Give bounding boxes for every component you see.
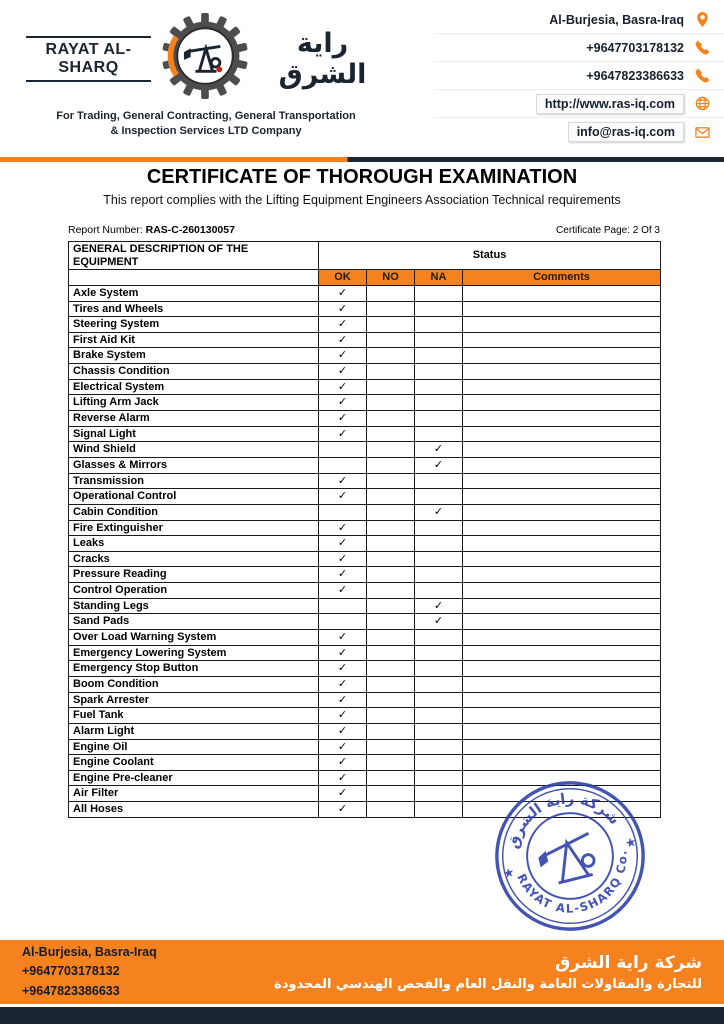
check-cell-na bbox=[415, 692, 463, 708]
equipment-row bbox=[69, 411, 661, 427]
check-cell-no bbox=[367, 755, 415, 771]
check-cell-na bbox=[415, 536, 463, 552]
comment-cell bbox=[463, 395, 661, 411]
comment-cell bbox=[463, 364, 661, 380]
check-cell-no bbox=[367, 802, 415, 818]
comment-cell bbox=[463, 285, 661, 301]
check-cell-na bbox=[415, 567, 463, 583]
equipment-row bbox=[69, 379, 661, 395]
equipment-row bbox=[69, 567, 661, 583]
check-cell-ok: ✓ bbox=[319, 567, 367, 583]
equipment-row bbox=[69, 551, 661, 567]
equipment-row bbox=[69, 395, 661, 411]
check-cell-no bbox=[367, 583, 415, 599]
contact-item bbox=[434, 62, 724, 90]
equipment-row bbox=[69, 739, 661, 755]
equipment-row bbox=[69, 755, 661, 771]
check-cell-na bbox=[415, 755, 463, 771]
equipment-row bbox=[69, 661, 661, 677]
equipment-label: Standing Legs bbox=[69, 598, 319, 614]
check-cell-no bbox=[367, 676, 415, 692]
check-cell-na bbox=[415, 285, 463, 301]
footer-orange-band bbox=[0, 940, 724, 1004]
check-cell-na bbox=[415, 489, 463, 505]
check-cell-ok: ✓ bbox=[319, 786, 367, 802]
comment-cell bbox=[463, 614, 661, 630]
check-cell-na bbox=[415, 364, 463, 380]
report-number-label: Report Number: bbox=[68, 224, 143, 236]
equipment-row bbox=[69, 583, 661, 599]
check-cell-ok bbox=[319, 457, 367, 473]
comment-cell bbox=[463, 708, 661, 724]
status-columns-row bbox=[69, 270, 661, 286]
contact-item[interactable] bbox=[434, 118, 724, 146]
email-icon bbox=[694, 124, 710, 140]
equipment-label: Cabin Condition bbox=[69, 504, 319, 520]
column-header-no: NO bbox=[367, 270, 415, 286]
check-cell-na bbox=[415, 379, 463, 395]
check-cell-na bbox=[415, 802, 463, 818]
equipment-label: Fire Extinguisher bbox=[69, 520, 319, 536]
check-cell-ok: ✓ bbox=[319, 708, 367, 724]
equipment-label: Alarm Light bbox=[69, 723, 319, 739]
check-cell-na: ✓ bbox=[415, 614, 463, 630]
equipment-label: Electrical System bbox=[69, 379, 319, 395]
comment-cell bbox=[463, 504, 661, 520]
check-cell-no bbox=[367, 645, 415, 661]
contact-item[interactable] bbox=[434, 90, 724, 118]
check-cell-ok: ✓ bbox=[319, 285, 367, 301]
column-header-na: NA bbox=[415, 270, 463, 286]
location-icon bbox=[694, 12, 710, 28]
equipment-table bbox=[68, 241, 661, 818]
comment-cell bbox=[463, 317, 661, 333]
equipment-row bbox=[69, 442, 661, 458]
footer bbox=[0, 940, 724, 1024]
comment-cell bbox=[463, 583, 661, 599]
equipment-label: Sand Pads bbox=[69, 614, 319, 630]
check-cell-ok: ✓ bbox=[319, 645, 367, 661]
comment-cell bbox=[463, 598, 661, 614]
check-cell-no bbox=[367, 504, 415, 520]
comment-cell bbox=[463, 473, 661, 489]
equipment-label: First Aid Kit bbox=[69, 332, 319, 348]
equipment-table-body bbox=[69, 285, 661, 817]
check-cell-ok: ✓ bbox=[319, 676, 367, 692]
footer-address: Al-Burjesia, Basra-Iraq bbox=[22, 944, 157, 959]
contact-text: info@ras-iq.com bbox=[568, 122, 684, 142]
equipment-row bbox=[69, 504, 661, 520]
check-cell-na bbox=[415, 395, 463, 411]
check-cell-na bbox=[415, 520, 463, 536]
check-cell-ok: ✓ bbox=[319, 583, 367, 599]
check-cell-no bbox=[367, 457, 415, 473]
company-name-arabic: راية الشرق bbox=[278, 27, 367, 90]
equipment-label: Leaks bbox=[69, 536, 319, 552]
equipment-row bbox=[69, 285, 661, 301]
check-cell-no bbox=[367, 411, 415, 427]
stamp-arabic-text: شركة راية الشرق bbox=[504, 790, 623, 851]
equipment-label: Steering System bbox=[69, 317, 319, 333]
comment-cell bbox=[463, 567, 661, 583]
tagline-line-1: For Trading, General Contracting, General Transportation bbox=[56, 110, 356, 122]
check-cell-ok: ✓ bbox=[319, 395, 367, 411]
check-cell-ok: ✓ bbox=[319, 630, 367, 646]
header-divider bbox=[0, 157, 724, 162]
check-cell-no bbox=[367, 395, 415, 411]
comment-cell bbox=[463, 630, 661, 646]
comment-cell bbox=[463, 426, 661, 442]
check-cell-na bbox=[415, 426, 463, 442]
check-cell-na bbox=[415, 630, 463, 646]
check-cell-ok: ✓ bbox=[319, 802, 367, 818]
company-name: RAYAT AL-SHARQ bbox=[26, 36, 151, 82]
page-title: CERTIFICATE OF THOROUGH EXAMINATION bbox=[146, 166, 578, 188]
equipment-row bbox=[69, 536, 661, 552]
footer-company-arabic: شركة راية الشرق bbox=[555, 952, 702, 973]
check-cell-ok: ✓ bbox=[319, 348, 367, 364]
footer-phone-2: +9647823386633 bbox=[22, 983, 120, 998]
comment-cell bbox=[463, 489, 661, 505]
comment-cell bbox=[463, 692, 661, 708]
check-cell-na bbox=[415, 583, 463, 599]
check-cell-ok bbox=[319, 442, 367, 458]
check-cell-no bbox=[367, 426, 415, 442]
report-number-value: RAS-C-260130057 bbox=[145, 224, 235, 236]
equipment-label: Axle System bbox=[69, 285, 319, 301]
report-number-group bbox=[68, 224, 235, 236]
comment-cell bbox=[463, 645, 661, 661]
check-cell-no bbox=[367, 708, 415, 724]
blank-header-cell bbox=[69, 270, 319, 286]
check-cell-no bbox=[367, 379, 415, 395]
footer-contact-block bbox=[22, 943, 157, 1001]
stamp-english-text: RAYAT AL-SHARQ Co. bbox=[514, 848, 630, 916]
equipment-row bbox=[69, 364, 661, 380]
check-cell-na bbox=[415, 411, 463, 427]
check-cell-ok: ✓ bbox=[319, 489, 367, 505]
comment-cell bbox=[463, 301, 661, 317]
check-cell-ok: ✓ bbox=[319, 411, 367, 427]
check-cell-no bbox=[367, 489, 415, 505]
phone-icon bbox=[694, 68, 710, 84]
equipment-row bbox=[69, 692, 661, 708]
check-cell-no bbox=[367, 442, 415, 458]
status-header: Status bbox=[319, 242, 661, 270]
check-cell-na bbox=[415, 473, 463, 489]
equipment-label: Glasses & Mirrors bbox=[69, 457, 319, 473]
equipment-label: Spark Arrester bbox=[69, 692, 319, 708]
equipment-row bbox=[69, 708, 661, 724]
check-cell-na bbox=[415, 551, 463, 567]
equipment-label: Lifting Arm Jack bbox=[69, 395, 319, 411]
check-cell-no bbox=[367, 614, 415, 630]
equipment-label: Fuel Tank bbox=[69, 708, 319, 724]
check-cell-na bbox=[415, 770, 463, 786]
footer-arabic-block bbox=[274, 953, 702, 992]
equipment-label: Brake System bbox=[69, 348, 319, 364]
check-cell-ok: ✓ bbox=[319, 770, 367, 786]
equipment-label: Control Operation bbox=[69, 583, 319, 599]
equipment-label: Engine Oil bbox=[69, 739, 319, 755]
equipment-label: Reverse Alarm bbox=[69, 411, 319, 427]
equipment-label: All Hoses bbox=[69, 802, 319, 818]
equipment-row bbox=[69, 614, 661, 630]
comment-cell bbox=[463, 676, 661, 692]
certificate-page-info: Certificate Page: 2 Of 3 bbox=[556, 225, 660, 236]
equipment-label: Operational Control bbox=[69, 489, 319, 505]
stamp-star-right: ★ bbox=[623, 834, 639, 851]
equipment-row bbox=[69, 301, 661, 317]
equipment-label: Tires and Wheels bbox=[69, 301, 319, 317]
equipment-label: Engine Coolant bbox=[69, 755, 319, 771]
check-cell-no bbox=[367, 332, 415, 348]
equipment-label: Wind Shield bbox=[69, 442, 319, 458]
check-cell-ok: ✓ bbox=[319, 473, 367, 489]
equipment-row bbox=[69, 457, 661, 473]
equipment-row bbox=[69, 645, 661, 661]
check-cell-ok: ✓ bbox=[319, 692, 367, 708]
check-cell-na: ✓ bbox=[415, 598, 463, 614]
contact-list bbox=[434, 6, 724, 146]
equipment-label: Emergency Stop Button bbox=[69, 661, 319, 677]
description-header: GENERAL DESCRIPTION OF THE EQUIPMENT bbox=[69, 242, 319, 270]
comment-cell bbox=[463, 755, 661, 771]
check-cell-na bbox=[415, 348, 463, 364]
check-cell-no bbox=[367, 739, 415, 755]
comment-cell bbox=[463, 551, 661, 567]
equipment-label: Air Filter bbox=[69, 786, 319, 802]
check-cell-no bbox=[367, 348, 415, 364]
comment-cell bbox=[463, 411, 661, 427]
comment-cell bbox=[463, 332, 661, 348]
page-subtitle: This report complies with the Lifting Equipment Engineers Association Technical requirements bbox=[103, 193, 621, 207]
equipment-label: Pressure Reading bbox=[69, 567, 319, 583]
equipment-row bbox=[69, 317, 661, 333]
check-cell-na bbox=[415, 301, 463, 317]
check-cell-no bbox=[367, 786, 415, 802]
comment-cell bbox=[463, 661, 661, 677]
equipment-row bbox=[69, 332, 661, 348]
check-cell-ok: ✓ bbox=[319, 551, 367, 567]
check-cell-ok: ✓ bbox=[319, 364, 367, 380]
company-tagline bbox=[26, 109, 386, 140]
footer-tagline-arabic: للتجارة والمقاولات العامة والنقل العام والفحص الهندسي المحدودة bbox=[274, 976, 702, 992]
check-cell-ok: ✓ bbox=[319, 317, 367, 333]
check-cell-na bbox=[415, 676, 463, 692]
check-cell-na bbox=[415, 723, 463, 739]
footer-phone-1: +9647703178132 bbox=[22, 964, 120, 979]
check-cell-no bbox=[367, 551, 415, 567]
check-cell-na bbox=[415, 645, 463, 661]
report-line bbox=[68, 224, 660, 236]
check-cell-ok: ✓ bbox=[319, 301, 367, 317]
check-cell-na bbox=[415, 661, 463, 677]
check-cell-ok: ✓ bbox=[319, 661, 367, 677]
check-cell-ok: ✓ bbox=[319, 755, 367, 771]
comment-cell bbox=[463, 520, 661, 536]
check-cell-ok: ✓ bbox=[319, 520, 367, 536]
contact-item bbox=[434, 6, 724, 34]
check-cell-no bbox=[367, 536, 415, 552]
company-logo gear-icon bbox=[161, 12, 249, 105]
equipment-row bbox=[69, 723, 661, 739]
check-cell-no bbox=[367, 317, 415, 333]
comment-cell bbox=[463, 457, 661, 473]
check-cell-no bbox=[367, 520, 415, 536]
comment-cell bbox=[463, 348, 661, 364]
check-cell-no bbox=[367, 598, 415, 614]
table-header-row-1 bbox=[69, 242, 661, 270]
equipment-label: Signal Light bbox=[69, 426, 319, 442]
equipment-row bbox=[69, 348, 661, 364]
contact-text: Al-Burjesia, Basra-Iraq bbox=[549, 12, 684, 27]
equipment-row bbox=[69, 473, 661, 489]
stamp-pumpjack-icon bbox=[543, 833, 598, 884]
phone-icon bbox=[694, 40, 710, 56]
check-cell-na: ✓ bbox=[415, 442, 463, 458]
contact-text: http://www.ras-iq.com bbox=[536, 94, 684, 114]
check-cell-ok bbox=[319, 598, 367, 614]
check-cell-na bbox=[415, 708, 463, 724]
contact-text: +9647703178132 bbox=[586, 40, 684, 55]
check-cell-na bbox=[415, 332, 463, 348]
check-cell-na bbox=[415, 739, 463, 755]
check-cell-ok: ✓ bbox=[319, 379, 367, 395]
check-cell-na bbox=[415, 317, 463, 333]
contact-item bbox=[434, 34, 724, 62]
check-cell-no bbox=[367, 567, 415, 583]
contact-text: +9647823386633 bbox=[586, 68, 684, 83]
check-cell-ok: ✓ bbox=[319, 536, 367, 552]
equipment-label: Boom Condition bbox=[69, 676, 319, 692]
equipment-row bbox=[69, 598, 661, 614]
equipment-label: Cracks bbox=[69, 551, 319, 567]
check-cell-ok bbox=[319, 614, 367, 630]
equipment-row bbox=[69, 676, 661, 692]
equipment-label: Emergency Lowering System bbox=[69, 645, 319, 661]
check-cell-ok bbox=[319, 504, 367, 520]
equipment-row bbox=[69, 630, 661, 646]
check-cell-no bbox=[367, 473, 415, 489]
comment-cell bbox=[463, 536, 661, 552]
equipment-label: Transmission bbox=[69, 473, 319, 489]
equipment-row bbox=[69, 520, 661, 536]
tagline-line-2: & Inspection Services LTD Company bbox=[110, 125, 302, 138]
comment-cell bbox=[463, 379, 661, 395]
company-logo-block bbox=[26, 12, 386, 140]
comment-cell bbox=[463, 442, 661, 458]
check-cell-no bbox=[367, 301, 415, 317]
check-cell-na bbox=[415, 786, 463, 802]
globe-icon bbox=[694, 96, 710, 112]
equipment-label: Engine Pre-cleaner bbox=[69, 770, 319, 786]
equipment-label: Over Load Warning System bbox=[69, 630, 319, 646]
column-header-comments: Comments bbox=[463, 270, 661, 286]
comment-cell bbox=[463, 739, 661, 755]
equipment-label: Chassis Condition bbox=[69, 364, 319, 380]
equipment-row bbox=[69, 426, 661, 442]
check-cell-no bbox=[367, 770, 415, 786]
check-cell-ok: ✓ bbox=[319, 723, 367, 739]
check-cell-ok: ✓ bbox=[319, 739, 367, 755]
footer-navy-bar bbox=[0, 1007, 724, 1024]
check-cell-no bbox=[367, 285, 415, 301]
check-cell-ok: ✓ bbox=[319, 332, 367, 348]
check-cell-no bbox=[367, 364, 415, 380]
check-cell-no bbox=[367, 661, 415, 677]
check-cell-ok: ✓ bbox=[319, 426, 367, 442]
stamp-star-left: ★ bbox=[501, 865, 516, 882]
check-cell-na: ✓ bbox=[415, 504, 463, 520]
equipment-row bbox=[69, 489, 661, 505]
comment-cell bbox=[463, 723, 661, 739]
check-cell-na: ✓ bbox=[415, 457, 463, 473]
column-header-ok: OK bbox=[319, 270, 367, 286]
check-cell-no bbox=[367, 630, 415, 646]
check-cell-no bbox=[367, 692, 415, 708]
check-cell-no bbox=[367, 723, 415, 739]
